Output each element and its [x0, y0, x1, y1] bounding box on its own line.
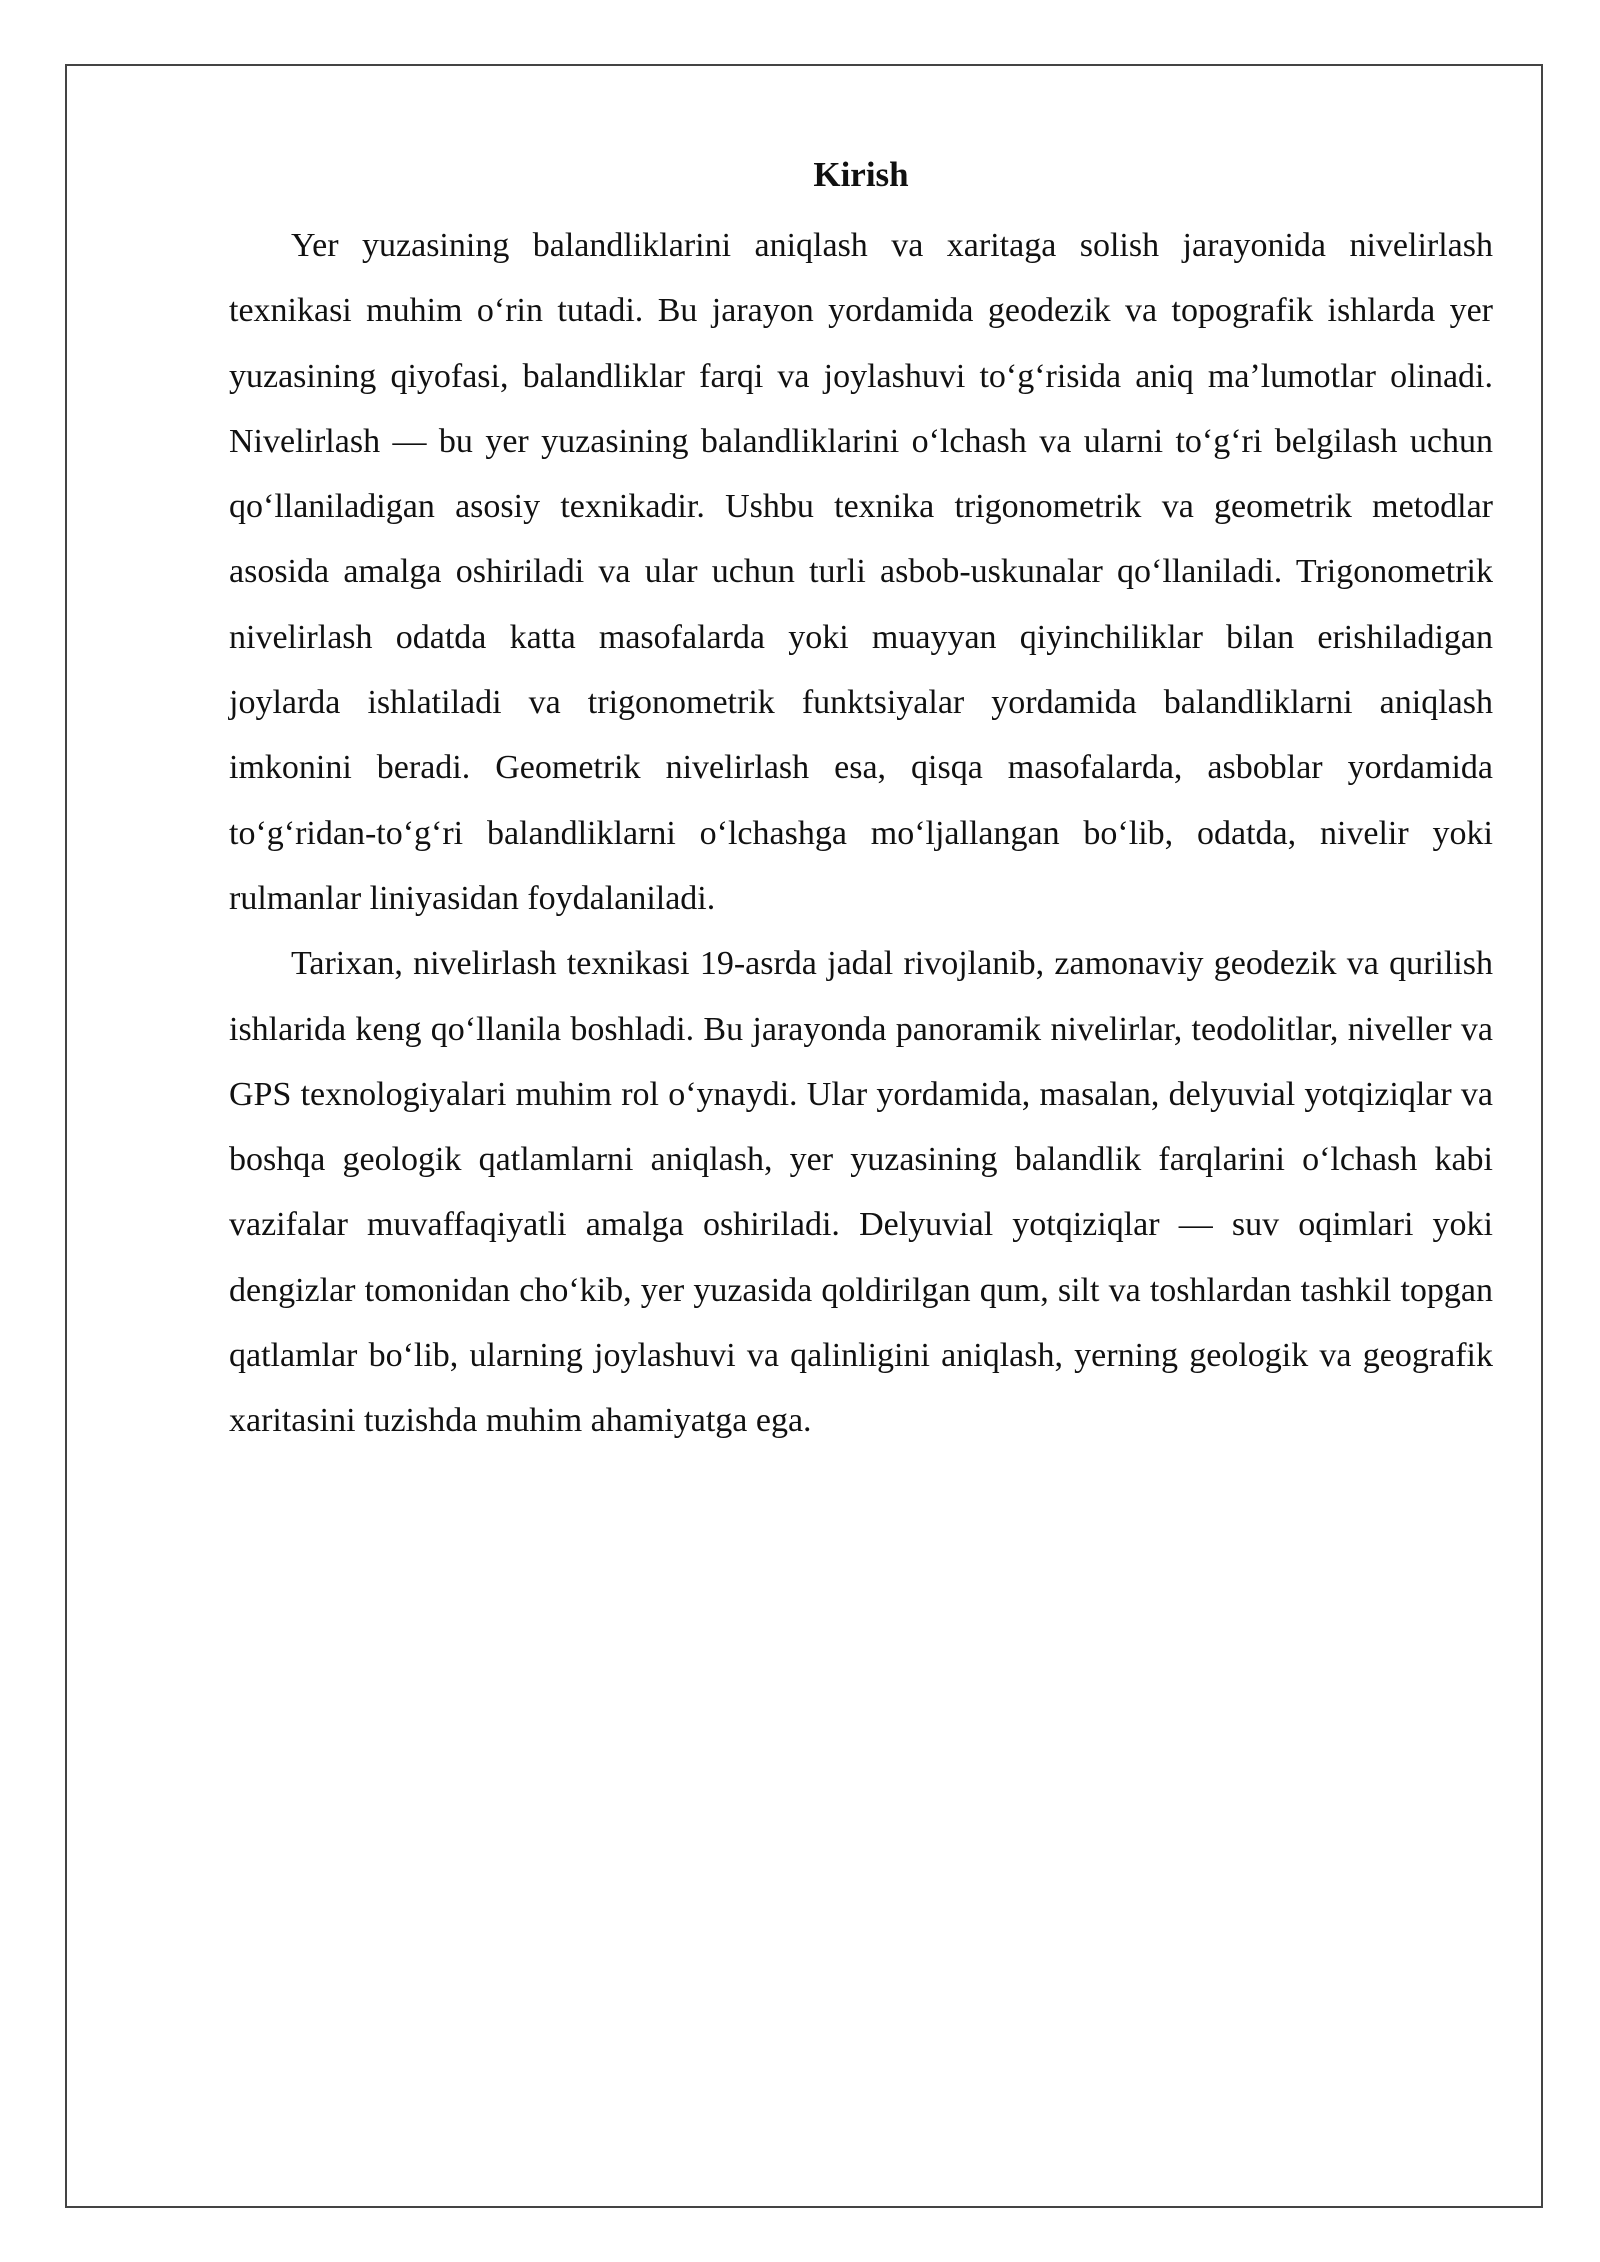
document-body: [229, 148, 1493, 1454]
paragraph-1: Yer yuzasining balandliklarini aniqlash va xaritaga solish jarayonida nivelirlash texnikasi muhim oʻrin tutadi. Bu jarayon yordamida geodezik va topografik ishlarda yer yuzasining qiyofasi, balandliklar farqi va joylashuvi toʻgʻrisida aniq maʼlumotlar olinadi. Nivelirlash — bu yer yuzasining balandliklarini oʻlchash va ularni toʻgʻri belgilash uchun qoʻllaniladigan asosiy texnikadir. Ushbu texnika trigonometrik va geometrik metodlar asosida amalga oshiriladi va ular uchun turli asbob-uskunalar qoʻllaniladi. Trigonometrik nivelirlash odatda katta masofalarda yoki muayyan qiyinchiliklar bilan erishiladigan joylarda ishlatiladi va trigonometrik funktsiyalar yordamida balandliklarni aniqlash imkonini beradi. Geometrik nivelirlash esa, qisqa masofalarda, asboblar yordamida toʻgʻridan-toʻgʻri balandliklarni oʻlchashga moʻljallangan boʻlib, odatda, nivelir yoki rulmanlar liniyasidan foydalaniladi.: [229, 227, 1493, 917]
document-title: Kirish: [813, 155, 909, 194]
paragraph-2: Tarixan, nivelirlash texnikasi 19-asrda jadal rivojlanib, zamonaviy geodezik va qurilish ishlarida keng qoʻllanila boshladi. Bu jarayonda panoramik nivelirlar, teodolitlar, niveller va GPS texnologiyalari muhim rol oʻynaydi. Ular yordamida, masalan, delyuvial yotqiziqlar va boshqa geologik qatlamlarni aniqlash, yer yuzasining balandlik farqlarini oʻlchash kabi vazifalar muvaffaqiyatli amalga oshiriladi. Delyuvial yotqiziqlar — suv oqimlari yoki dengizlar tomonidan choʻkib, yer yuzasida qoldirilgan qum, silt va toshlardan tashkil topgan qatlamlar boʻlib, ularning joylashuvi va qalinligini aniqlash, yerning geologik va geografik xaritasini tuzishda muhim ahamiyatga ega.: [229, 945, 1493, 1440]
